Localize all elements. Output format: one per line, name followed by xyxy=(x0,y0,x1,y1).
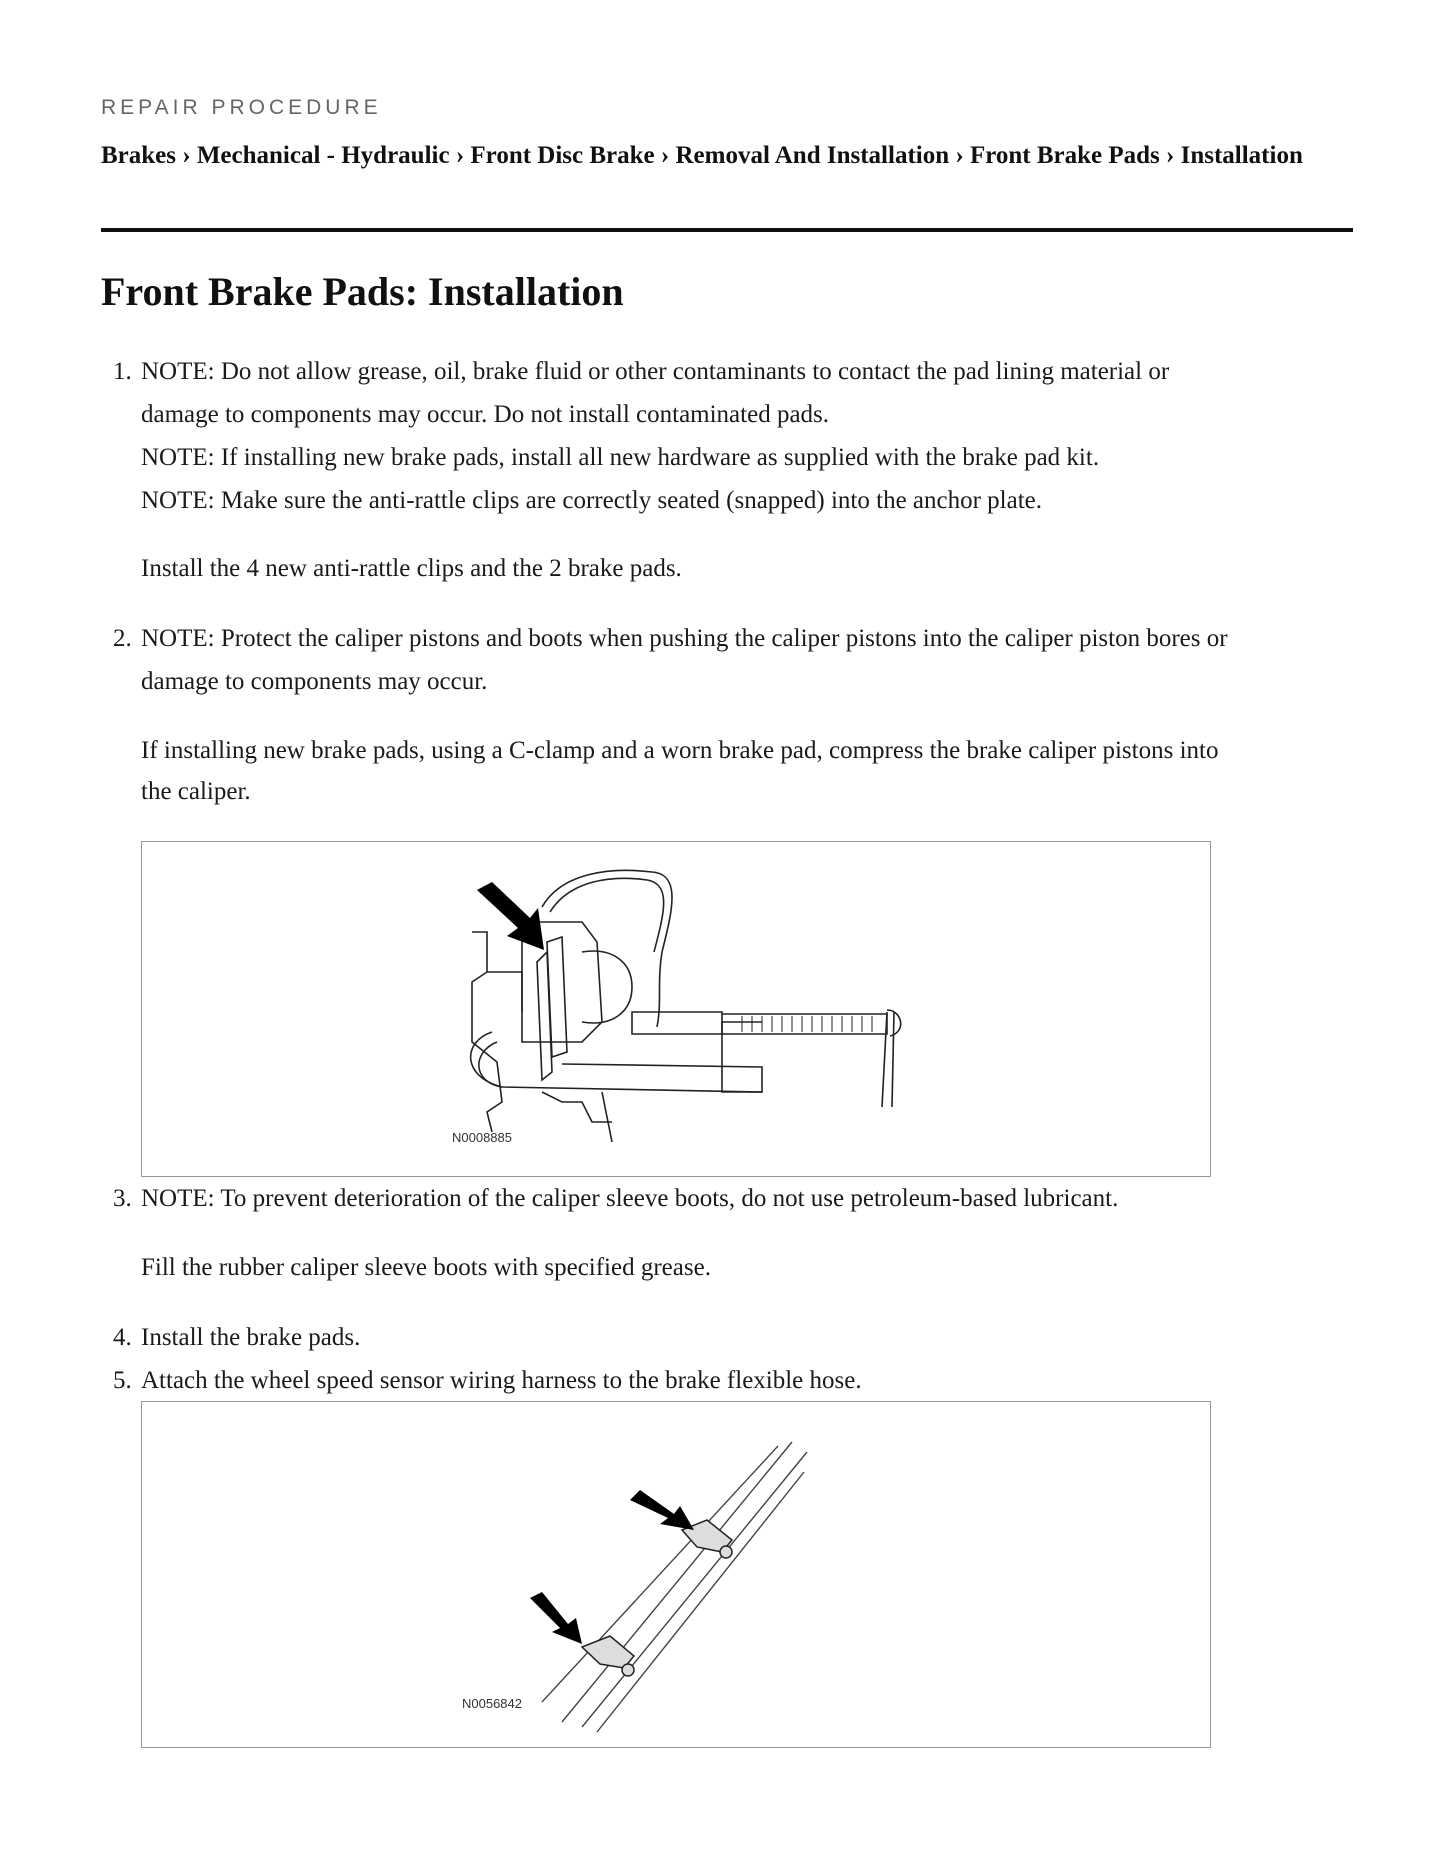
section-kicker: REPAIR PROCEDURE xyxy=(101,96,382,119)
note-line: NOTE: To prevent deterioration of the caliper sleeve boots, do not use petroleum-based lubricant. xyxy=(141,1185,1119,1212)
breadcrumb: Brakes › Mechanical - Hydraulic › Front Disc Brake › Removal And Installation › Front Brake Pads › Installation xyxy=(101,142,1303,169)
caliper-compression-illustration xyxy=(142,842,1210,1176)
step-instruction: Install the 4 new anti-rattle clips and the 2 brake pads. xyxy=(141,555,682,582)
step-text: Install the brake pads. xyxy=(141,1324,361,1351)
wiring-harness-figure xyxy=(141,1401,1211,1748)
step-number: 5. xyxy=(113,1367,132,1394)
step-instruction xyxy=(141,730,1353,812)
c-clamp-caliper-figure xyxy=(141,841,1211,1177)
figure-label: N0008885 xyxy=(452,1130,512,1145)
step-number: 2. xyxy=(113,625,132,652)
note-line: damage to components may occur. Do not install contaminated pads. xyxy=(141,401,830,428)
instruction-line: the caliper. xyxy=(141,778,251,805)
harness-clip-illustration xyxy=(142,1402,1210,1747)
step-number: 3. xyxy=(113,1185,132,1212)
note-line: damage to components may occur. xyxy=(141,668,488,695)
callout-arrow-icon xyxy=(530,1592,582,1644)
note-line: NOTE: Do not allow grease, oil, brake fluid or other contaminants to contact the pad lining material or xyxy=(141,358,1170,385)
instruction-line: If installing new brake pads, using a C-clamp and a worn brake pad, compress the brake caliper pistons into xyxy=(141,737,1219,764)
step-notes xyxy=(141,350,1353,522)
page-title: Front Brake Pads: Installation xyxy=(101,269,624,314)
step-number: 4. xyxy=(113,1324,132,1351)
step-text: Attach the wheel speed sensor wiring harness to the brake flexible hose. xyxy=(141,1367,862,1394)
step-number: 1. xyxy=(113,358,132,385)
step-notes xyxy=(141,617,1353,703)
figure-label: N0056842 xyxy=(462,1696,522,1711)
step-instruction: Fill the rubber caliper sleeve boots with specified grease. xyxy=(141,1254,711,1281)
header-divider xyxy=(101,228,1353,232)
note-line: NOTE: If installing new brake pads, install all new hardware as supplied with the brake pad kit. xyxy=(141,444,1100,471)
callout-arrow-icon xyxy=(630,1490,694,1530)
note-line: NOTE: Protect the caliper pistons and boots when pushing the caliper pistons into the caliper piston bores or xyxy=(141,625,1228,652)
note-line: NOTE: Make sure the anti-rattle clips are correctly seated (snapped) into the anchor plate. xyxy=(141,487,1043,514)
